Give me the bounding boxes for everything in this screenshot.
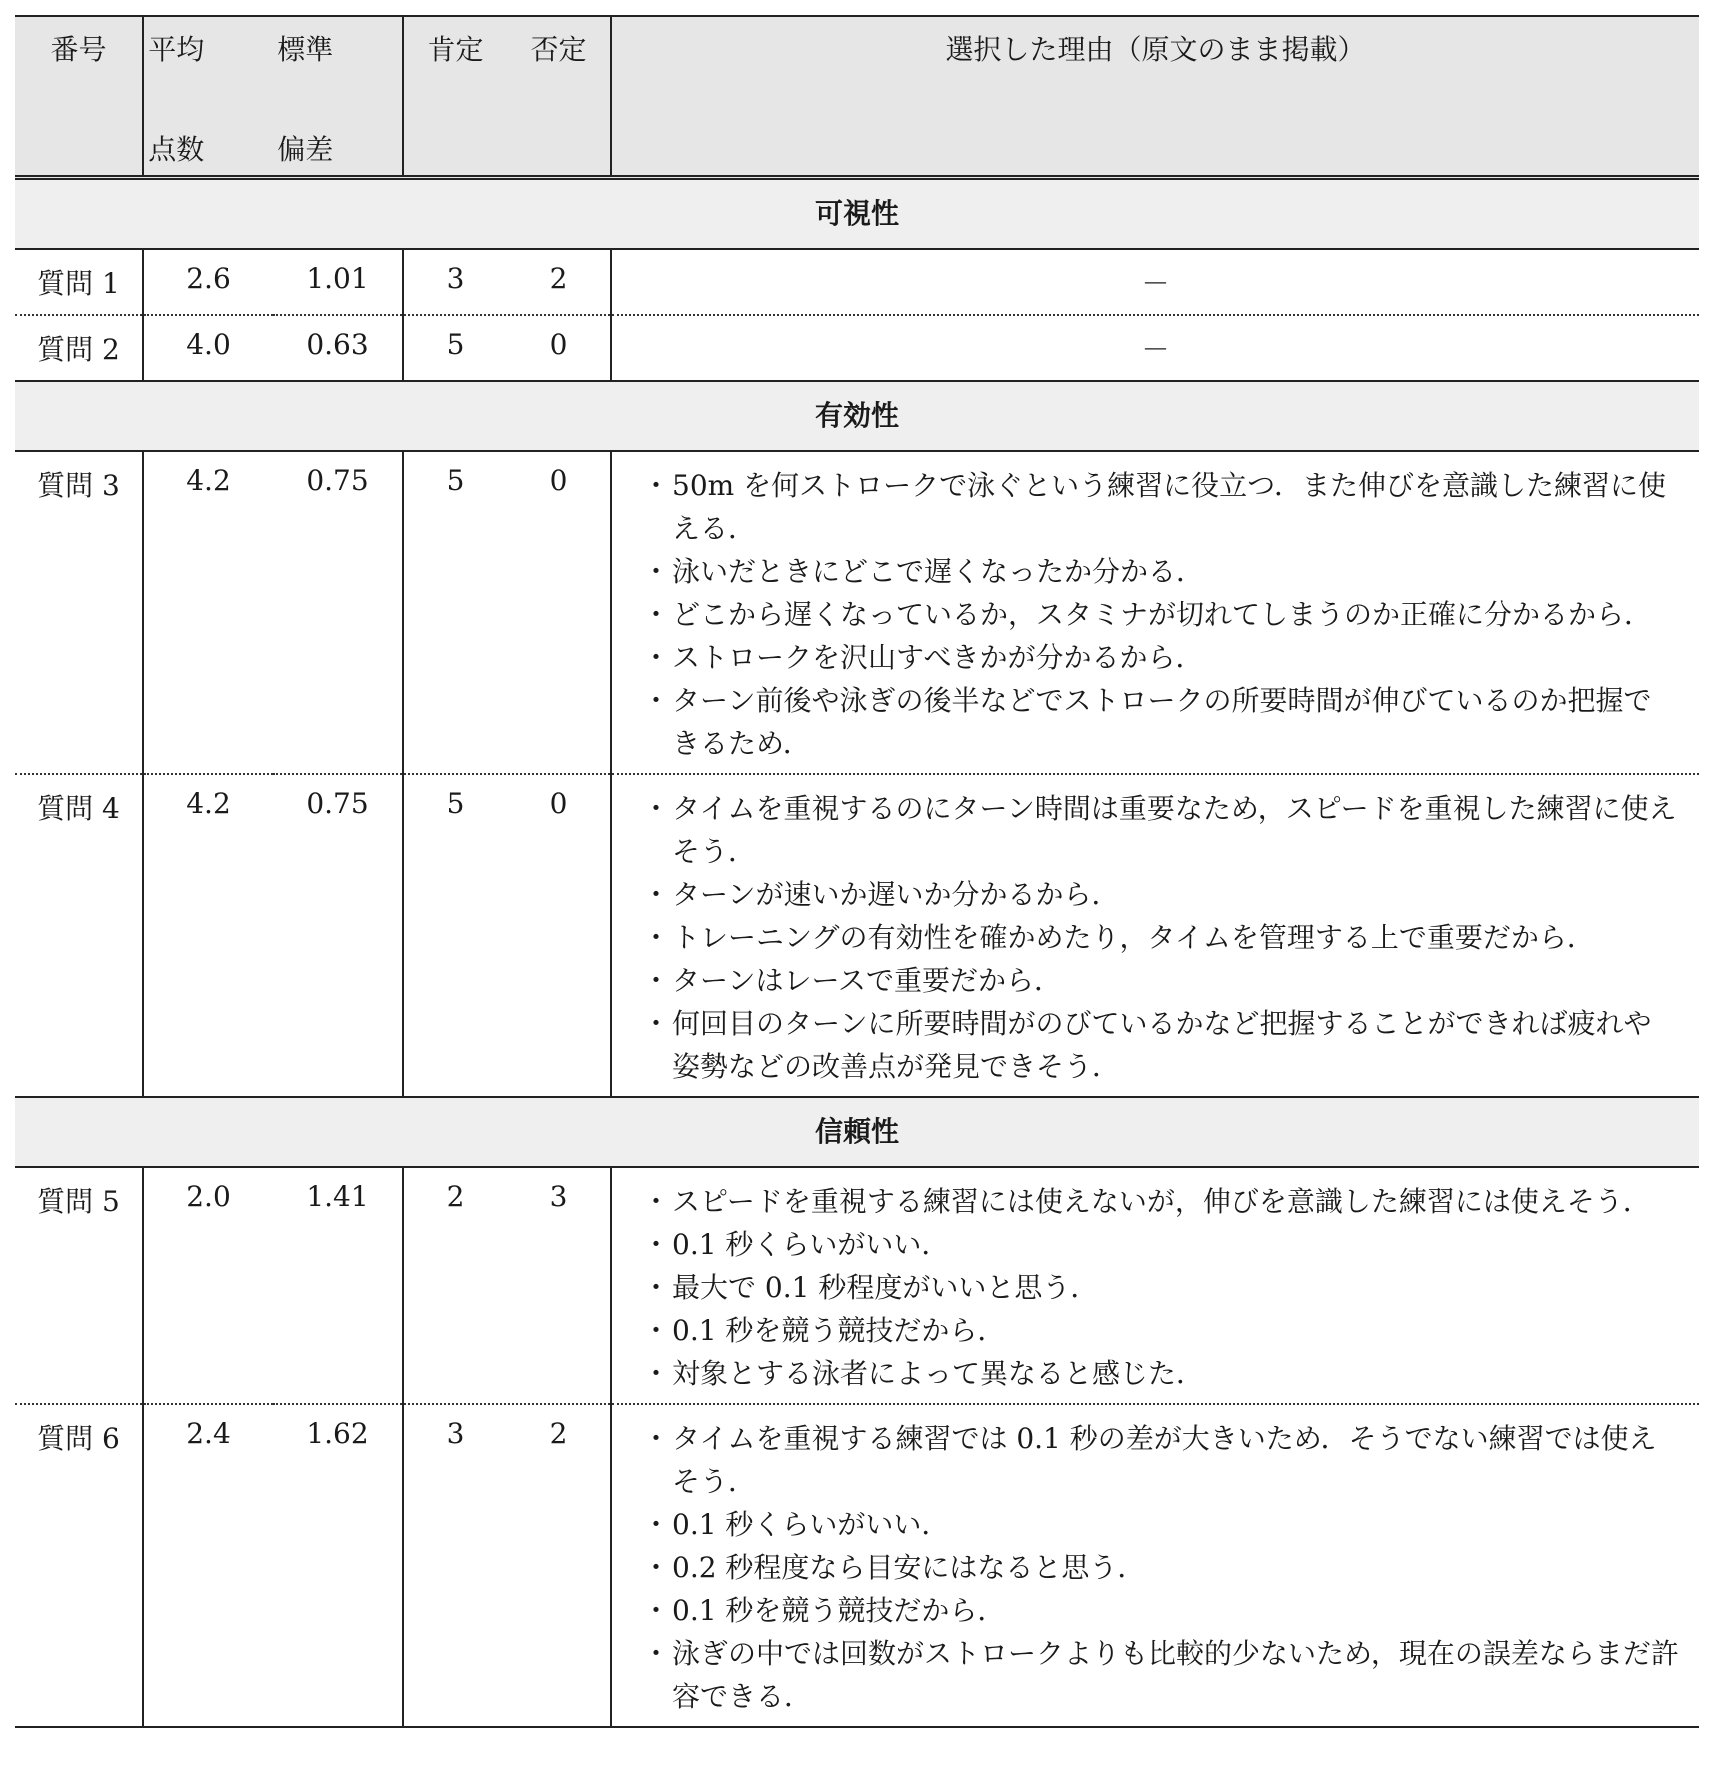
negative-count: 3	[549, 1180, 568, 1213]
negative-count: 2	[549, 1417, 568, 1450]
question-number: 質問 6	[15, 1404, 143, 1727]
header-negative: 否定	[530, 33, 587, 66]
section-header	[15, 381, 1699, 451]
reason-list	[612, 1180, 1699, 1403]
table-row	[15, 1404, 1699, 1727]
reason-item: ・ 0.1 秒を競う競技だから．	[642, 1589, 1679, 1632]
table-row	[15, 249, 1699, 315]
reason-list	[612, 464, 1699, 773]
no-reason-dash: －	[1141, 267, 1170, 300]
reason-list	[612, 1417, 1699, 1726]
question-number: 質問 2	[15, 315, 143, 381]
positive-count: 5	[446, 787, 465, 820]
reason-item: ・ タイムを重視する練習では 0.1 秒の差が大きいため．そうでない練習では使えそう．	[642, 1417, 1679, 1503]
reasons	[611, 451, 1699, 774]
positive-count: 2	[446, 1180, 465, 1213]
reasons	[611, 774, 1699, 1097]
positive-count: 3	[446, 262, 465, 295]
header-reason: 選択した理由（原文のまま掲載）	[611, 16, 1699, 178]
section-header	[15, 1097, 1699, 1167]
mean-score: 4.2	[143, 451, 273, 774]
question-number: 質問 5	[15, 1167, 143, 1404]
header-positive: 肯定	[427, 33, 484, 66]
reason-item: ・ トレーニングの有効性を確かめたり，タイムを管理する上で重要だから．	[642, 916, 1679, 959]
header-number: 番号	[15, 16, 143, 178]
reason-item: ・ ストロークを沢山すべきかが分かるから．	[642, 636, 1679, 679]
header-mean: 平均 点数	[148, 33, 205, 166]
std-deviation: 0.75	[273, 774, 403, 1097]
question-number: 質問 3	[15, 451, 143, 774]
pos-neg-counts	[403, 249, 611, 315]
reason-item: ・ 0.1 秒くらいがいい．	[642, 1503, 1679, 1546]
std-deviation: 1.01	[273, 249, 403, 315]
question-number: 質問 1	[15, 249, 143, 315]
positive-count: 5	[446, 464, 465, 497]
table-row	[15, 1167, 1699, 1404]
pos-neg-counts	[403, 774, 611, 1097]
reason-item: ・ ターンが速いか遅いか分かるから．	[642, 873, 1679, 916]
header-mean-sd	[143, 16, 403, 178]
std-deviation: 1.62	[273, 1404, 403, 1727]
reason-item: ・ 泳ぎの中では回数がストロークよりも比較的少ないため，現在の誤差ならまだ許容できる．	[642, 1632, 1679, 1718]
reason-list	[612, 787, 1699, 1096]
reason-item: ・ ターンはレースで重要だから．	[642, 959, 1679, 1002]
table-row	[15, 774, 1699, 1097]
reasons	[611, 1404, 1699, 1727]
pos-neg-counts	[403, 1404, 611, 1727]
std-deviation: 0.75	[273, 451, 403, 774]
section-title: 信頼性	[15, 1097, 1699, 1167]
header-pos-neg	[403, 16, 611, 178]
reason-item: ・ 何回目のターンに所要時間がのびているかなど把握することができれば疲れや姿勢などの改善点が発見できそう．	[642, 1002, 1679, 1088]
std-deviation: 1.41	[273, 1167, 403, 1404]
no-reason-dash: －	[1141, 333, 1170, 366]
survey-results-table	[15, 15, 1699, 1728]
reason-item: ・ 対象とする泳者によって異なると感じた．	[642, 1352, 1679, 1395]
reason-item: ・ 最大で 0.1 秒程度がいいと思う．	[642, 1266, 1679, 1309]
table-header-row	[15, 16, 1699, 178]
reason-item: ・ 0.1 秒を競う競技だから．	[642, 1309, 1679, 1352]
reason-item: ・ タイムを重視するのにターン時間は重要なため，スピードを重視した練習に使えそう．	[642, 787, 1679, 873]
mean-score: 2.4	[143, 1404, 273, 1727]
reason-item: ・ 0.2 秒程度なら目安にはなると思う．	[642, 1546, 1679, 1589]
mean-score: 2.0	[143, 1167, 273, 1404]
reason-item: ・ どこから遅くなっているか，スタミナが切れてしまうのか正確に分かるから．	[642, 593, 1679, 636]
reason-item: ・ 50m を何ストロークで泳ぐという練習に役立つ．また伸びを意識した練習に使える．	[642, 464, 1679, 550]
reason-item: ・ 泳いだときにどこで遅くなったか分かる．	[642, 550, 1679, 593]
table-row	[15, 315, 1699, 381]
reason-item: ・ 0.1 秒くらいがいい．	[642, 1223, 1679, 1266]
positive-count: 5	[446, 328, 465, 361]
reasons	[611, 315, 1699, 381]
positive-count: 3	[446, 1417, 465, 1450]
negative-count: 2	[549, 262, 568, 295]
negative-count: 0	[549, 787, 568, 820]
pos-neg-counts	[403, 315, 611, 381]
pos-neg-counts	[403, 1167, 611, 1404]
table-row	[15, 451, 1699, 774]
section-title: 有効性	[15, 381, 1699, 451]
question-number: 質問 4	[15, 774, 143, 1097]
section-header	[15, 178, 1699, 250]
pos-neg-counts	[403, 451, 611, 774]
mean-score: 4.2	[143, 774, 273, 1097]
mean-score: 2.6	[143, 249, 273, 315]
std-deviation: 0.63	[273, 315, 403, 381]
reason-item: ・ ターン前後や泳ぎの後半などでストロークの所要時間が伸びているのか把握できるため．	[642, 679, 1679, 765]
mean-score: 4.0	[143, 315, 273, 381]
negative-count: 0	[549, 328, 568, 361]
reasons	[611, 249, 1699, 315]
reason-item: ・ スピードを重視する練習には使えないが，伸びを意識した練習には使えそう．	[642, 1180, 1679, 1223]
header-sd: 標準 偏差	[277, 33, 334, 166]
negative-count: 0	[549, 464, 568, 497]
reasons	[611, 1167, 1699, 1404]
section-title: 可視性	[15, 178, 1699, 250]
